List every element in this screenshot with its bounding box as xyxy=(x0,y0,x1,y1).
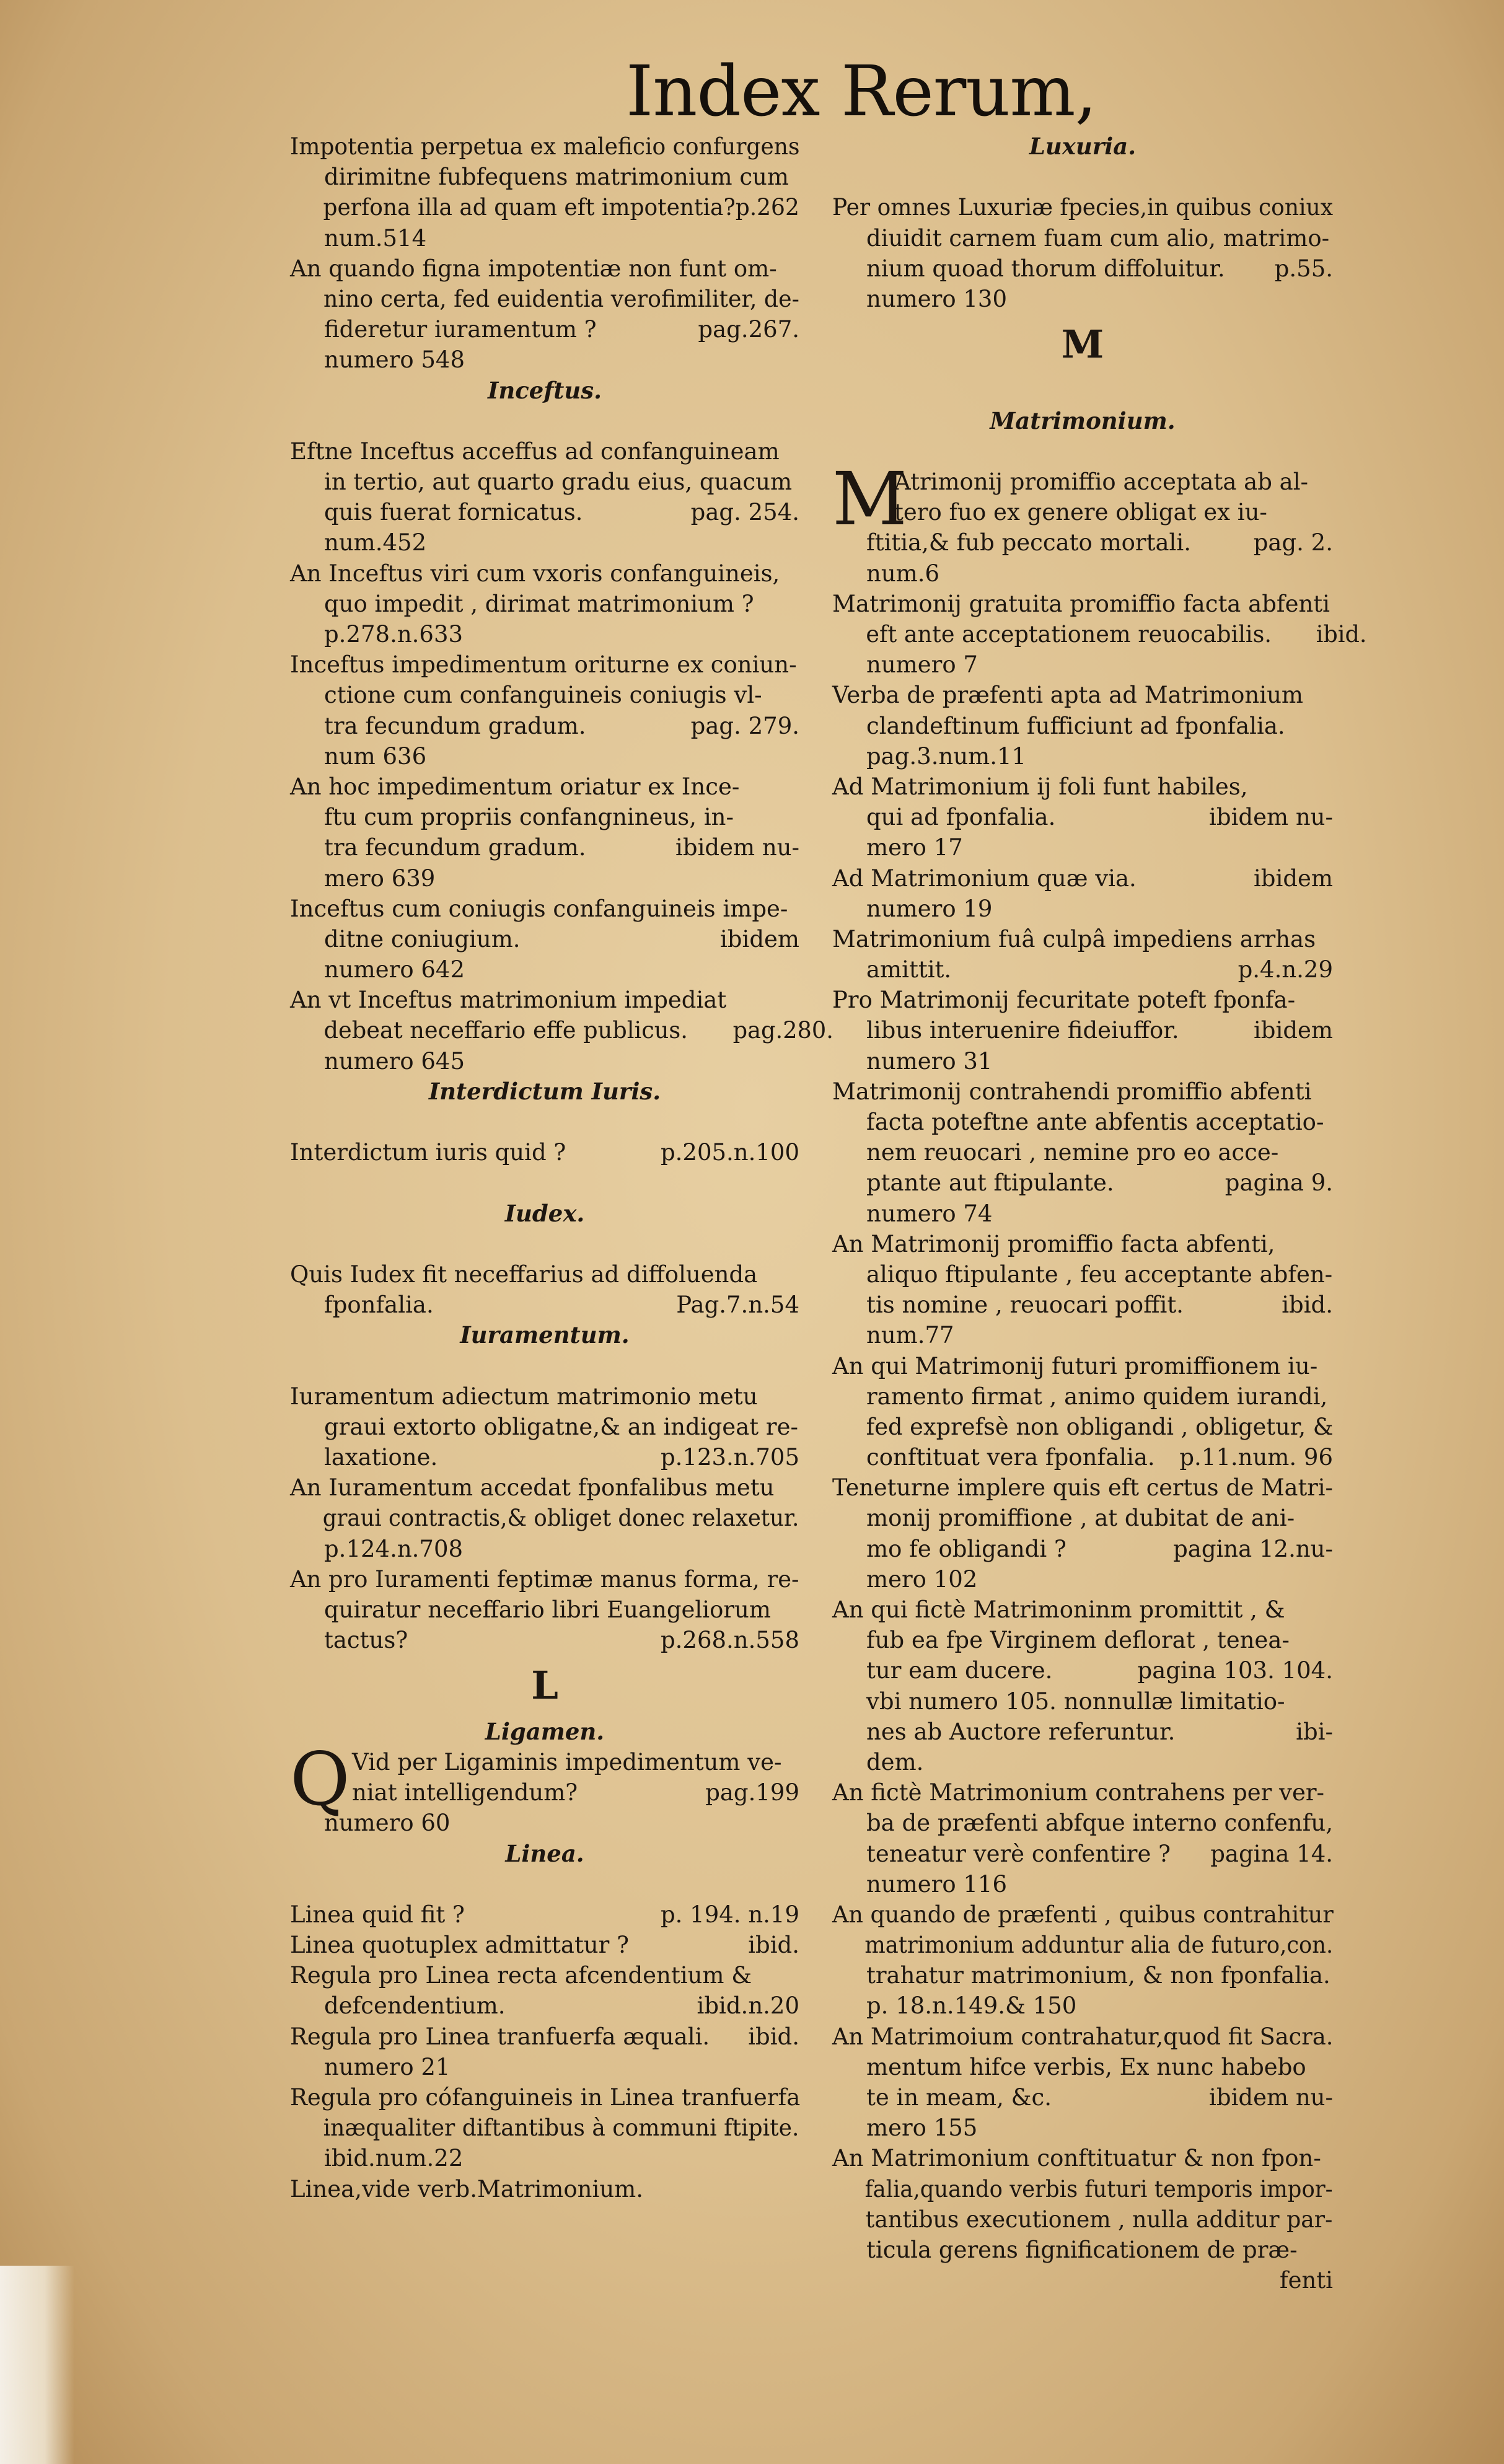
index-line xyxy=(832,1472,1333,1503)
index-line xyxy=(832,1259,1333,1290)
page-reference: ibidem nu- xyxy=(1209,804,1333,831)
entry-text: dem. xyxy=(866,1748,924,1775)
index-line xyxy=(290,2052,799,2082)
entry-text: ramento firmat , animo quidem iurandi, xyxy=(866,1383,1328,1410)
section-heading: Luxuria. xyxy=(1029,133,1137,160)
index-line xyxy=(290,253,799,284)
entry-text: Linea quid fit ? xyxy=(290,1901,465,1928)
index-line xyxy=(832,2143,1333,2173)
spacer xyxy=(290,1229,799,1259)
index-line xyxy=(290,741,799,772)
entry-text: Atrimonij promiffio acceptata ab al- xyxy=(894,469,1309,496)
index-line xyxy=(290,527,799,558)
index-line xyxy=(290,131,799,162)
index-line xyxy=(832,192,1333,222)
page-reference: pagina 9. xyxy=(1225,1169,1333,1197)
entry-text: ftitia,& fub peccato mortali. xyxy=(866,529,1191,557)
index-line xyxy=(290,863,799,894)
index-line xyxy=(290,1899,799,1930)
entry-text: numero 130 xyxy=(866,285,1007,312)
entry-text: teneatur verè confentire ? xyxy=(866,1840,1171,1867)
entry-text: An Matrimonium conftituatur & non fpon- xyxy=(832,2145,1321,2172)
left-column xyxy=(290,131,833,2204)
entry-text: An quando figna impotentiæ non funt om- xyxy=(290,255,777,282)
index-line xyxy=(832,772,1333,802)
index-line xyxy=(290,1564,799,1595)
index-line xyxy=(290,497,799,527)
entry-text: niat intelligendum? xyxy=(352,1779,578,1806)
entry-text: Ad Matrimonium ij foli funt habiles, xyxy=(832,773,1248,800)
page-title: Index Rerum, xyxy=(626,51,1097,132)
entry-text: nes ab Auctore referuntur. xyxy=(866,1718,1176,1745)
entry-text: ibid.num.22 xyxy=(324,2145,464,2172)
spacer xyxy=(290,1168,799,1198)
entry-text: debeat neceffario effe publicus. xyxy=(323,1017,688,1044)
index-line xyxy=(832,1991,1333,2021)
entry-text: An Iuramentum accedat fponfalibus metu xyxy=(290,1474,775,1502)
index-line xyxy=(290,1442,799,1472)
page-reference: pag.280. xyxy=(732,1017,833,1044)
entry-text: p.278.n.633 xyxy=(324,621,464,648)
entry-text: tra fecundum gradum. xyxy=(324,834,586,861)
entry-text: Linea quotuplex admittatur ? xyxy=(290,1932,629,1959)
index-line xyxy=(290,1960,799,1991)
entry-text: numero 21 xyxy=(324,2053,451,2080)
entry-text: clandeftinum fufficiunt ad fponfalia. xyxy=(866,712,1285,739)
entry-text: numero 74 xyxy=(866,1200,993,1227)
entry-text: mero 155 xyxy=(866,2114,978,2142)
page-reference: ibidem nu- xyxy=(1209,2084,1333,2111)
index-line xyxy=(832,1777,1333,1808)
index-line xyxy=(832,802,1333,832)
entry-text: ptante aut ftipulante. xyxy=(866,1169,1114,1197)
index-line xyxy=(290,1595,799,1625)
entry-text: tero fuo ex genere obligat ex iu- xyxy=(894,499,1267,526)
index-line xyxy=(832,2113,1333,2143)
page-reference: ibidem nu- xyxy=(675,834,799,861)
page-reference: pag. 254. xyxy=(690,499,799,526)
page-reference: pag. 2. xyxy=(1253,529,1333,557)
entry-text: ticula gerens fignificationem de præ- xyxy=(866,2236,1298,2263)
section-heading: Iudex. xyxy=(504,1199,585,1227)
index-line xyxy=(832,1381,1333,1412)
spacer xyxy=(832,436,1333,467)
entry-text: Iuramentum adiectum matrimonio metu xyxy=(290,1383,758,1410)
index-line xyxy=(832,223,1333,253)
spacer xyxy=(290,406,799,436)
index-line xyxy=(832,1717,1333,1747)
entry-text: numero 7 xyxy=(866,651,978,679)
entry-text: fed exprefsè non obligandi , obligetur, & xyxy=(866,1413,1334,1440)
entry-text: Matrimonium fuâ culpâ impediens arrhas xyxy=(832,925,1316,953)
index-line xyxy=(832,1229,1333,1259)
entry-text: Vid per Ligaminis impedimentum ve- xyxy=(352,1748,782,1775)
index-line xyxy=(290,1808,799,1838)
entry-text: Per omnes Luxuriæ fpecies,in quibus coniux xyxy=(832,194,1334,221)
section-heading: Inceftus. xyxy=(488,376,602,404)
entry-text: num.6 xyxy=(866,560,940,587)
entry-text: mentum hifce verbis, Ex nunc habebo xyxy=(866,2053,1306,2080)
index-line xyxy=(290,589,799,619)
index-line xyxy=(290,1046,799,1076)
index-line xyxy=(832,527,1333,558)
index-line xyxy=(832,1107,1333,1137)
index-line xyxy=(832,2022,1333,2052)
entry-text: matrimonium adduntur alia de futuro,con. xyxy=(864,1932,1334,1959)
spacer xyxy=(290,1107,799,1137)
entry-text: Pro Matrimonij fecuritate poteft fponfa- xyxy=(832,987,1296,1014)
index-line xyxy=(290,924,799,954)
index-line xyxy=(290,2082,799,2113)
entry-text: te in meam, &c. xyxy=(866,2084,1052,2111)
entry-text: mero 17 xyxy=(866,834,963,861)
entry-text: Quis Iudex fit neceffarius ad diffoluenda xyxy=(290,1261,758,1288)
page-reference: p.55. xyxy=(1274,255,1333,282)
index-line xyxy=(832,2082,1333,2113)
entry-text: libus interuenire fideiuffor. xyxy=(866,1017,1179,1044)
spacer xyxy=(290,1351,799,1381)
page-reference: p. 194. n.19 xyxy=(660,1901,799,1928)
index-line xyxy=(832,924,1333,954)
page-reference: Pag.7.n.54 xyxy=(676,1291,799,1319)
entry-text: An fictè Matrimonium contrahens per ver- xyxy=(832,1779,1325,1806)
index-line xyxy=(832,1351,1333,1381)
entry-text: facta poteftne ante abfentis acceptatio- xyxy=(866,1109,1324,1136)
index-line xyxy=(832,1015,1333,1045)
entry-text: num.452 xyxy=(324,529,427,557)
paper-stain xyxy=(0,2266,74,2464)
entry-text: num.514 xyxy=(324,224,427,252)
entry-text: Impotentia perpetua ex maleficio confurgens xyxy=(290,133,800,160)
page-reference: ibi- xyxy=(1296,1718,1333,1745)
entry-text: An quando de præfenti , quibus contrahitur xyxy=(832,1901,1334,1928)
entry-text: amittit. xyxy=(866,956,952,983)
index-line xyxy=(832,1655,1333,1686)
index-line xyxy=(832,1199,1333,1229)
index-line xyxy=(290,985,799,1015)
entry-text: defcendentium. xyxy=(324,1992,506,2020)
entry-text: An pro Iuramenti feptimæ manus forma, re- xyxy=(290,1565,799,1593)
entry-text: Regula pro Linea tranfuerfa æquali. xyxy=(290,2023,710,2050)
index-letter: M xyxy=(1061,322,1104,367)
entry-text: An qui fictè Matrimoninm promittit , & xyxy=(832,1596,1285,1624)
entry-text: laxatione. xyxy=(324,1444,438,1471)
entry-text: pag.3.num.11 xyxy=(866,742,1027,770)
index-line xyxy=(832,1960,1333,1991)
index-line xyxy=(832,832,1333,863)
index-line xyxy=(290,1625,799,1655)
entry-text: p.124.n.708 xyxy=(324,1535,464,1562)
page-reference: p.11.num. 96 xyxy=(1179,1444,1333,1471)
entry-text: nium quoad thorum diffoluitur. xyxy=(866,255,1225,282)
entry-text: Inceftus impedimentum oriturne ex coniun- xyxy=(290,651,797,679)
entry-text: quiratur neceffario libri Euangeliorum xyxy=(324,1596,771,1623)
spacer xyxy=(290,1869,799,1899)
index-line xyxy=(832,741,1333,772)
entry-text: nem reuocari , nemine pro eo acce- xyxy=(866,1139,1279,1166)
page-reference: ibidem xyxy=(1253,865,1333,892)
index-line xyxy=(290,619,799,649)
entry-text: Interdictum iuris quid ? xyxy=(290,1139,566,1166)
index-line xyxy=(832,619,1367,649)
index-line xyxy=(290,1930,799,1960)
entry-text: qui ad fponfalia. xyxy=(866,804,1056,831)
index-line xyxy=(832,1290,1333,1320)
page-reference: ibidem xyxy=(1253,1017,1333,1044)
index-line xyxy=(832,1686,1333,1717)
entry-text: in tertio, aut quarto gradu eius, quacum xyxy=(324,469,793,496)
entry-text: ditne coniugium. xyxy=(324,925,521,953)
page-reference: pagina 103. 104. xyxy=(1137,1657,1333,1684)
section-heading: Matrimonium. xyxy=(990,407,1176,434)
page-reference: fenti xyxy=(1279,2267,1333,2294)
entry-text: An vt Inceftus matrimonium impediat xyxy=(290,987,727,1014)
index-line xyxy=(290,802,799,832)
entry-text: nino certa, fed euidentia verofimiliter, de- xyxy=(323,285,799,312)
index-line xyxy=(290,2174,799,2204)
entry-text: p. 18.n.149.& 150 xyxy=(866,1992,1077,2020)
entry-text: dirimitne fubfequens matrimonium cum xyxy=(324,164,789,191)
index-line xyxy=(290,1412,799,1442)
page-reference: ibid. xyxy=(1316,621,1367,648)
page-reference: pag. 279. xyxy=(690,712,799,739)
spacer xyxy=(832,162,1333,192)
index-line xyxy=(832,558,1333,589)
index-line xyxy=(290,1137,799,1168)
index-line xyxy=(290,1777,799,1808)
entry-text: eft ante acceptationem reuocabilis. xyxy=(866,621,1272,648)
entry-text: An Matrimoium contrahatur,quod fit Sacra. xyxy=(832,2023,1334,2050)
entry-text: graui contractis,& obliget donec relaxetur. xyxy=(322,1505,799,1532)
index-letter: L xyxy=(531,1663,558,1709)
index-line xyxy=(290,772,799,802)
entry-text: mero 102 xyxy=(866,1565,978,1593)
index-line xyxy=(832,497,1333,527)
entry-text: inæqualiter diftantibus à communi ftipite. xyxy=(323,2114,799,2142)
page-reference: ibidem xyxy=(719,925,799,953)
entry-text: ctione cum confanguineis coniugis vl- xyxy=(324,682,762,709)
index-line xyxy=(290,2143,799,2173)
entry-text: Eftne Inceftus acceffus ad confanguineam xyxy=(290,438,780,465)
index-line xyxy=(832,680,1333,710)
index-line xyxy=(832,1930,1366,1960)
page-reference: pagina 12.nu- xyxy=(1173,1535,1333,1562)
entry-text: quo impedit , dirimat matrimonium ? xyxy=(324,590,754,617)
index-line xyxy=(290,832,799,863)
index-line xyxy=(290,1290,799,1320)
index-line xyxy=(832,1137,1333,1168)
entry-text: mo fe obligandi ? xyxy=(866,1535,1066,1562)
entry-text: tactus? xyxy=(324,1627,408,1654)
entry-text: num.77 xyxy=(866,1322,954,1349)
index-line xyxy=(832,1412,1367,1442)
index-line xyxy=(290,284,833,314)
index-line xyxy=(290,436,799,467)
index-line xyxy=(832,1808,1333,1838)
drop-cap: M xyxy=(832,456,907,542)
index-line xyxy=(832,589,1333,619)
index-line xyxy=(832,1595,1333,1625)
page-reference: p.4.n.29 xyxy=(1238,956,1333,983)
index-line xyxy=(290,2022,799,2052)
entry-text: fub ea fpe Virginem deflorat , tenea- xyxy=(866,1627,1290,1654)
entry-text: trahatur matrimonium, & non fponfalia. xyxy=(866,1962,1330,1989)
entry-text: perfona illa ad quam eft impotentia?p.262 xyxy=(323,194,799,221)
page-reference: ibid. xyxy=(748,2023,799,2050)
index-line xyxy=(832,1625,1333,1655)
index-line xyxy=(832,985,1333,1015)
index-line xyxy=(290,314,799,345)
index-line xyxy=(290,894,799,924)
index-line xyxy=(290,2113,833,2143)
entry-text: ba de præfenti abfque interno confenfu, xyxy=(866,1810,1334,1837)
index-line xyxy=(832,649,1333,680)
entry-text: Regula pro Linea recta afcendentium & xyxy=(290,1962,752,1989)
entry-text: Verba de præfenti apta ad Matrimonium xyxy=(832,682,1303,709)
entry-text: Inceftus cum coniugis confanguineis impe- xyxy=(290,895,788,922)
entry-text: numero 642 xyxy=(324,956,465,983)
index-line xyxy=(290,345,799,375)
index-line xyxy=(290,467,799,497)
index-line xyxy=(832,1168,1333,1198)
entry-text: Matrimonij gratuita promiffio facta abfenti xyxy=(832,590,1330,617)
index-line xyxy=(832,1046,1333,1076)
entry-text: numero 116 xyxy=(866,1870,1007,1898)
index-line xyxy=(290,954,799,985)
index-line xyxy=(832,1320,1333,1350)
page-reference: ibid. xyxy=(748,1932,799,1959)
entry-text: monij promiffione , at dubitat de ani- xyxy=(866,1505,1295,1532)
entry-text: numero 19 xyxy=(866,895,993,922)
index-line xyxy=(832,1564,1333,1595)
index-line xyxy=(832,1076,1333,1107)
index-line xyxy=(290,649,799,680)
index-line xyxy=(832,2265,1333,2295)
index-line xyxy=(290,1503,832,1533)
index-line xyxy=(290,1472,799,1503)
drop-cap: Q xyxy=(290,1736,350,1822)
index-line xyxy=(832,284,1333,314)
index-line xyxy=(290,1991,799,2021)
section-heading: Linea. xyxy=(505,1839,584,1867)
entry-text: tra fecundum gradum. xyxy=(324,712,586,739)
page-reference: pag.267. xyxy=(698,316,799,343)
index-line xyxy=(832,253,1333,284)
entry-text: quis fuerat fornicatus. xyxy=(324,499,583,526)
index-line xyxy=(290,1015,833,1045)
entry-text: graui extorto obligatne,& an indigeat re- xyxy=(324,1413,798,1440)
entry-text: conftituat vera fponfalia. xyxy=(866,1444,1155,1471)
entry-text: tis nomine , reuocari poffit. xyxy=(866,1291,1184,1319)
entry-text: tantibus executionem , nulla additur par- xyxy=(865,2206,1333,2233)
page-reference: ibid. xyxy=(1282,1291,1333,1319)
index-line xyxy=(832,1747,1333,1777)
index-line xyxy=(832,1839,1333,1869)
page-reference: p.123.n.705 xyxy=(660,1444,799,1471)
page-reference: ibid.n.20 xyxy=(697,1992,799,2020)
index-line xyxy=(290,192,833,222)
index-line xyxy=(832,1503,1333,1533)
entry-text: numero 31 xyxy=(866,1047,993,1075)
spacer xyxy=(832,376,1333,406)
section-heading: Interdictum Iuris. xyxy=(428,1077,661,1105)
index-line xyxy=(832,1442,1333,1472)
index-line xyxy=(832,2204,1366,2235)
page-reference: pag.199 xyxy=(705,1779,799,1806)
index-line xyxy=(290,162,799,192)
entry-text: An Matrimonij promiffio facta abfenti, xyxy=(832,1230,1275,1257)
index-line xyxy=(832,2235,1333,2265)
entry-text: diuidit carnem fuam cum alio, matrimo- xyxy=(866,224,1330,252)
entry-text: Teneturne implere quis eft certus de Matri- xyxy=(832,1474,1333,1502)
index-line xyxy=(832,1899,1333,1930)
entry-text: numero 548 xyxy=(324,346,465,374)
section-heading: Iuramentum. xyxy=(460,1321,630,1349)
entry-text: num 636 xyxy=(324,742,427,770)
entry-text: An hoc impedimentum oriatur ex Ince- xyxy=(290,773,740,800)
index-line xyxy=(290,223,799,253)
entry-text: vbi numero 105. nonnullæ limitatio- xyxy=(866,1687,1285,1715)
entry-text: Ad Matrimonium quæ via. xyxy=(832,865,1137,892)
index-line xyxy=(290,1534,799,1564)
entry-text: fponfalia. xyxy=(324,1291,434,1319)
entry-text: tur eam ducere. xyxy=(866,1657,1053,1684)
index-line xyxy=(290,711,799,741)
index-line xyxy=(832,1534,1333,1564)
right-column xyxy=(832,131,1367,2295)
page-reference: p.268.n.558 xyxy=(660,1627,799,1654)
entry-text: fideretur iuramentum ? xyxy=(324,316,597,343)
entry-text: An qui Matrimonij futuri promiffionem iu- xyxy=(832,1352,1318,1379)
index-line xyxy=(832,954,1333,985)
index-line xyxy=(832,1869,1333,1899)
page-reference: pagina 14. xyxy=(1210,1840,1333,1867)
entry-text: numero 645 xyxy=(324,1047,465,1075)
index-line xyxy=(290,1381,799,1412)
index-line xyxy=(832,863,1333,894)
entry-text: Linea,vide verb.Matrimonium. xyxy=(290,2175,643,2202)
index-line xyxy=(290,680,799,710)
entry-text: mero 639 xyxy=(324,865,436,892)
index-line xyxy=(832,894,1333,924)
index-line xyxy=(832,2052,1333,2082)
entry-text: An Inceftus viri cum vxoris confanguineis, xyxy=(290,560,780,587)
index-line xyxy=(290,558,799,589)
entry-text: numero 60 xyxy=(324,1810,451,1837)
entry-text: falia,quando verbis futuri temporis impor- xyxy=(864,2175,1333,2202)
entry-text: ftu cum propriis confangnineus, in- xyxy=(324,804,734,831)
index-line xyxy=(832,711,1333,741)
index-line xyxy=(832,2174,1365,2204)
section-heading: Ligamen. xyxy=(485,1717,605,1745)
entry-text: aliquo ftipulante , feu acceptante abfen- xyxy=(866,1261,1333,1288)
index-line xyxy=(290,1259,799,1290)
entry-text: Regula pro cófanguineis in Linea tranfuerfa xyxy=(290,2084,801,2111)
page-reference: p.205.n.100 xyxy=(660,1139,799,1166)
entry-text: Matrimonij contrahendi promiffio abfenti xyxy=(832,1078,1312,1105)
